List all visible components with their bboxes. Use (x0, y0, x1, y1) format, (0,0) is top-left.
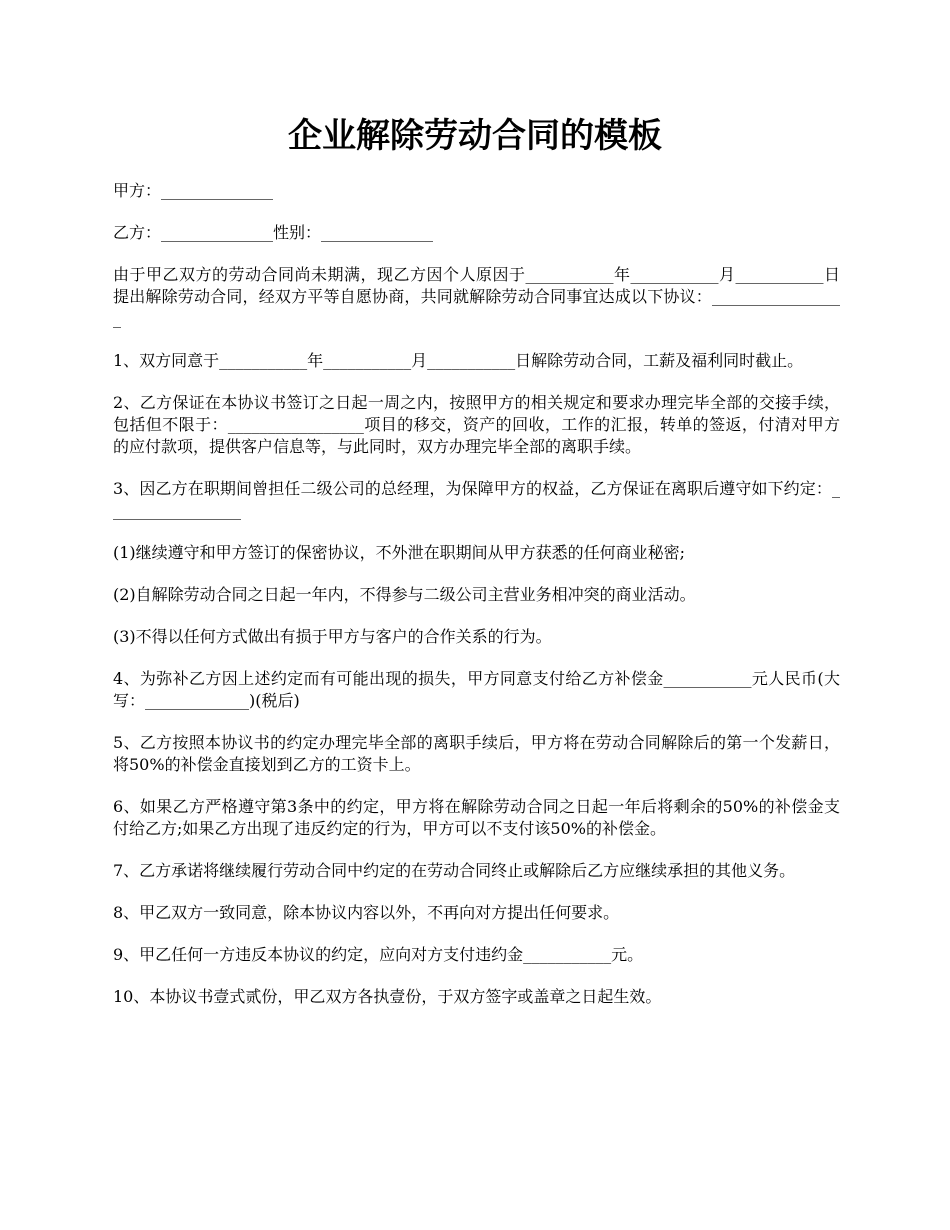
clause-8: 8、甲乙双方一致同意，除本协议内容以外，不再向对方提出任何要求。 (113, 903, 620, 922)
clause-3: 3、因乙方在职期间曾担任二级公司的总经理，为保障甲方的权益，乙方保证在离职后遵守如下约定：_________________ (113, 479, 840, 520)
party-b-line: 乙方：______________性别：______________ (113, 223, 434, 242)
document-title: 企业解除劳动合同的模板 (288, 116, 662, 156)
clause-3-item-1: (1)继续遵守和甲方签订的保密协议，不外泄在职期间从甲方获悉的任何商业秘密; (113, 543, 686, 562)
clause-10: 10、本协议书壹式贰份，甲乙双方各执壹份，于双方签字或盖章之日起生效。 (113, 987, 662, 1006)
preamble-paragraph: 由于甲乙双方的劳动合同尚未期满，现乙方因个人原因于___________年___________月___________日提出解除劳动合同，经双方平等自愿协商，共同就解除劳动合同事宜达成以下协议：_________________ (113, 265, 840, 328)
document-body (113, 180, 840, 1028)
clause-7: 7、乙方承诺将继续履行劳动合同中约定的在劳动合同终止或解除后乙方应继续承担的其他义务。 (113, 861, 796, 880)
clause-3-item-3: (3)不得以任何方式做出有损于甲方与客户的合作关系的行为。 (113, 627, 552, 646)
clause-6: 6、如果乙方严格遵守第3条中的约定，甲方将在解除劳动合同之日起一年后将剩余的50%的补偿金支付给乙方;如果乙方出现了违反约定的行为，甲方可以不支付该50%的补偿金。 (113, 797, 840, 838)
clause-1: 1、双方同意于___________年___________月___________日解除劳动合同，工薪及福利同时截止。 (113, 351, 804, 370)
clause-5: 5、乙方按照本协议书的约定办理完毕全部的离职手续后，甲方将在劳动合同解除后的第一个发薪日，将50%的补偿金直接划到乙方的工资卡上。 (113, 733, 840, 774)
clause-4: 4、为弥补乙方因上述约定而有可能出现的损失，甲方同意支付给乙方补偿金___________元人民币(大写：_____________)(税后) (113, 669, 840, 710)
clause-3-item-2: (2)自解除劳动合同之日起一年内，不得参与二级公司主营业务相冲突的商业活动。 (113, 585, 696, 604)
clause-2: 2、乙方保证在本协议书签订之日起一周之内，按照甲方的相关规定和要求办理完毕全部的交接手续，包括但不限于：_________________项目的移交，资产的回收，工作的汇报，转单的签返，付清对甲方的应付款项，提供客户信息等，与此同时，双方办理完毕全部的离职手续。 (113, 393, 840, 456)
clause-9: 9、甲乙任何一方违反本协议的约定，应向对方支付违约金___________元。 (113, 945, 644, 964)
party-a-line: 甲方：______________ (113, 181, 274, 200)
